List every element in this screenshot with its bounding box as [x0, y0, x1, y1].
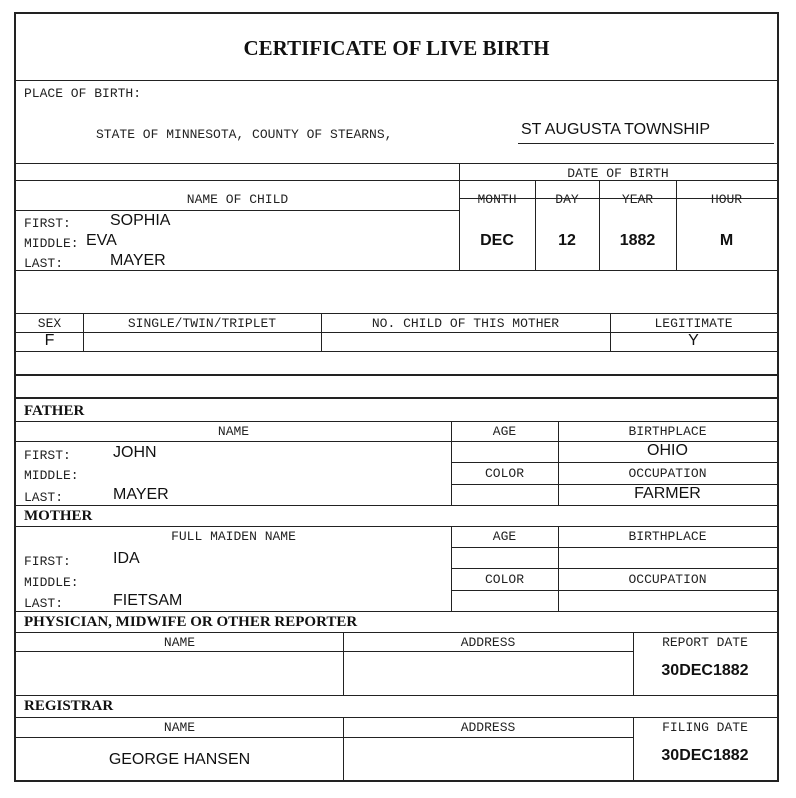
registrar-name-header: NAME	[163, 720, 196, 735]
child-last-label: LAST:	[24, 256, 64, 271]
month-header: MONTH	[477, 192, 517, 207]
hour-header: HOUR	[710, 192, 743, 207]
mother-first-label: FIRST:	[24, 554, 71, 569]
birth-year: 1882	[619, 232, 656, 249]
filing-date-header: FILING DATE	[662, 720, 748, 735]
father-birthplace-header: BIRTHPLACE	[628, 424, 707, 439]
child-last-name: MAYER	[110, 252, 166, 269]
divider	[451, 568, 777, 569]
child-middle-label: MIDDLE:	[24, 236, 79, 251]
township-underline	[518, 143, 774, 144]
mother-middle-label: MIDDLE:	[24, 575, 79, 590]
divider	[16, 313, 777, 314]
divider	[16, 163, 777, 164]
divider	[16, 374, 777, 376]
father-last-name: MAYER	[113, 486, 169, 503]
divider	[451, 462, 777, 463]
date-of-birth-header: DATE OF BIRTH	[567, 166, 669, 181]
father-middle-label: MIDDLE:	[24, 468, 79, 483]
divider	[16, 351, 777, 352]
child-first-label: FIRST:	[24, 216, 71, 231]
place-of-birth-township: ST AUGUSTA TOWNSHIP	[521, 121, 711, 138]
legitimate-value: Y	[688, 332, 699, 349]
child-first-name: SOPHIA	[110, 212, 171, 229]
year-header: YEAR	[621, 192, 654, 207]
divider	[16, 611, 777, 612]
name-of-child-header: NAME OF CHILD	[186, 192, 289, 207]
legitimate-header: LEGITIMATE	[654, 316, 733, 331]
mother-occupation-header: OCCUPATION	[628, 572, 707, 587]
sex-header: SEX	[37, 316, 62, 331]
father-age-header: AGE	[492, 424, 517, 439]
child-middle-name: EVA	[86, 232, 117, 249]
divider	[16, 210, 459, 211]
father-first-label: FIRST:	[24, 448, 71, 463]
place-of-birth-state-county: STATE OF MINNESOTA, COUNTY OF STEARNS,	[96, 127, 393, 142]
divider	[16, 397, 777, 399]
report-date-value: 30DEC1882	[661, 662, 749, 679]
mother-age-header: AGE	[492, 529, 517, 544]
sex-value: F	[44, 332, 55, 349]
father-occupation: FARMER	[634, 485, 701, 502]
birth-day: 12	[558, 232, 576, 249]
mother-name-header: FULL MAIDEN NAME	[171, 529, 296, 544]
certificate-form	[14, 12, 779, 782]
divider	[16, 737, 633, 738]
divider	[451, 590, 777, 591]
filing-date-value: 30DEC1882	[661, 747, 749, 764]
mother-last-name: FIETSAM	[113, 592, 183, 609]
mother-birthplace-header: BIRTHPLACE	[628, 529, 707, 544]
day-header: DAY	[555, 192, 579, 207]
divider	[16, 651, 633, 652]
father-last-label: LAST:	[24, 490, 64, 505]
birth-hour: M	[719, 232, 734, 249]
divider	[16, 695, 777, 696]
mother-last-label: LAST:	[24, 596, 64, 611]
divider	[343, 632, 344, 695]
physician-heading: PHYSICIAN, MIDWIFE OR OTHER REPORTER	[24, 614, 358, 630]
divider	[16, 421, 777, 422]
report-date-header: REPORT DATE	[662, 635, 748, 650]
divider	[343, 717, 344, 780]
father-name-header: NAME	[217, 424, 250, 439]
physician-address-header: ADDRESS	[460, 635, 516, 650]
divider	[16, 80, 777, 81]
father-color-header: COLOR	[484, 466, 524, 481]
divider	[16, 505, 777, 506]
mother-color-header: COLOR	[484, 572, 524, 587]
divider	[451, 547, 777, 548]
divider	[451, 421, 452, 505]
mother-first-name: IDA	[113, 550, 140, 567]
birth-month: DEC	[480, 232, 514, 249]
father-occupation-header: OCCUPATION	[628, 466, 707, 481]
divider	[16, 270, 777, 271]
father-first-name: JOHN	[113, 444, 157, 461]
registrar-heading: REGISTRAR	[24, 698, 114, 714]
place-of-birth-label: PLACE OF BIRTH:	[24, 86, 142, 101]
divider	[16, 632, 777, 633]
registrar-name: GEORGE HANSEN	[108, 751, 251, 768]
father-heading: FATHER	[24, 403, 85, 419]
physician-name-header: NAME	[163, 635, 196, 650]
divider	[16, 717, 777, 718]
plurality-header: SINGLE/TWIN/TRIPLET	[127, 316, 277, 331]
divider	[459, 163, 460, 270]
divider	[16, 526, 777, 527]
registrar-address-header: ADDRESS	[460, 720, 516, 735]
mother-heading: MOTHER	[24, 508, 93, 524]
father-birthplace: OHIO	[647, 442, 688, 459]
child-number-header: NO. CHILD OF THIS MOTHER	[371, 316, 560, 331]
certificate-title: CERTIFICATE OF LIVE BIRTH	[243, 36, 550, 60]
